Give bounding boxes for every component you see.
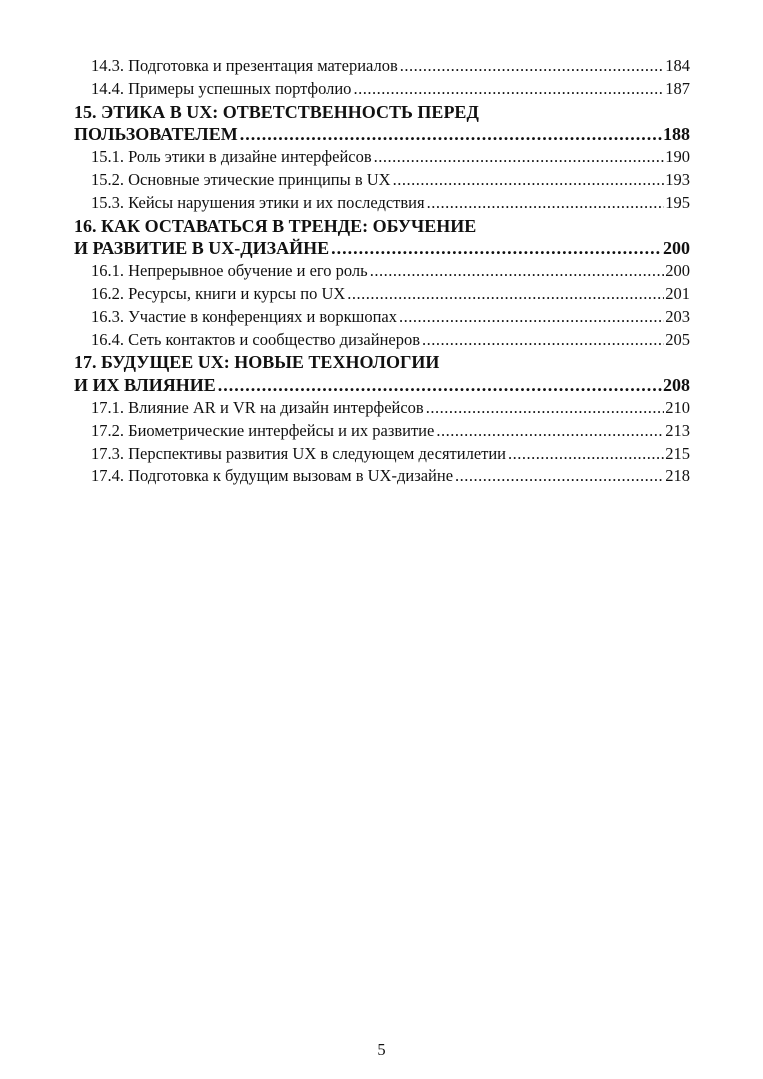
dot-leader (427, 192, 665, 215)
dot-leader (370, 260, 665, 283)
dot-leader (508, 443, 664, 466)
toc-entry-title: 14.3. Подготовка и презентация материалов (91, 56, 398, 75)
toc-entry-page: 210 (665, 397, 690, 417)
toc-entry-page: 193 (665, 169, 690, 189)
table-of-contents (74, 55, 690, 488)
page-number: 5 (377, 1040, 386, 1059)
toc-entry-page: 218 (665, 466, 690, 486)
toc-entry-15-1[interactable] (74, 146, 690, 169)
chapter-page: 200 (663, 238, 690, 259)
toc-chapter-16[interactable] (74, 215, 690, 261)
toc-entry-title: 16.2. Ресурсы, книги и курсы по UX (91, 283, 346, 303)
chapter-title-line1: 15. ЭТИКА В UX: ОТВЕТСТВЕННОСТЬ ПЕРЕД (74, 101, 479, 122)
toc-entry-title: 16.1. Непрерывное обучение и его роль (91, 261, 368, 281)
toc-entry-title: 15.2. Основные этические принципы в UX (91, 169, 391, 189)
dot-leader (374, 146, 665, 169)
toc-entry-page: 201 (665, 283, 690, 303)
toc-entry-page: 205 (665, 329, 690, 349)
dot-leader (436, 420, 664, 443)
toc-chapter-15[interactable] (74, 101, 690, 147)
toc-entry-14-3[interactable] (74, 55, 690, 78)
dot-leader (353, 78, 664, 101)
toc-chapter-17[interactable] (74, 351, 690, 397)
toc-entry-page: 213 (665, 420, 690, 440)
toc-entry-14-4[interactable] (74, 78, 690, 101)
dot-leader (331, 237, 662, 260)
toc-entry-16-2[interactable] (74, 283, 690, 306)
toc-entry-page: 184 (665, 56, 690, 75)
chapter-page: 208 (663, 375, 690, 396)
dot-leader (347, 283, 664, 306)
toc-entry-15-3[interactable] (74, 192, 690, 215)
dot-leader (422, 329, 664, 352)
toc-entry-17-1[interactable] (74, 397, 690, 420)
toc-entry-page: 215 (665, 443, 690, 463)
toc-entry-16-3[interactable] (74, 306, 690, 329)
chapter-page: 188 (663, 124, 690, 145)
chapter-title-line1: 17. БУДУЩЕЕ UX: НОВЫЕ ТЕХНОЛОГИИ (74, 352, 440, 373)
toc-entry-title: 16.4. Сеть контактов и сообщество дизайнеров (91, 329, 421, 349)
chapter-title-line2: И ИХ ВЛИЯНИЕ (74, 375, 216, 396)
dot-leader (455, 465, 664, 488)
toc-entry-17-3[interactable] (74, 443, 690, 466)
toc-entry-title: 15.3. Кейсы нарушения этики и их последствия (91, 192, 425, 212)
toc-entry-title: 15.1. Роль этики в дизайне интерфейсов (91, 147, 372, 167)
toc-entry-page: 187 (665, 78, 690, 98)
toc-entry-17-2[interactable] (74, 420, 690, 443)
toc-entry-title: 17.3. Перспективы развития UX в следующем десятилетии (91, 443, 507, 463)
dot-leader (400, 55, 664, 78)
toc-entry-16-1[interactable] (74, 260, 690, 283)
toc-entry-page: 195 (665, 192, 690, 212)
dot-leader (399, 306, 664, 329)
toc-entry-title: 14.4. Примеры успешных портфолио (91, 78, 352, 98)
dot-leader (393, 169, 665, 192)
chapter-title-line1: 16. КАК ОСТАВАТЬСЯ В ТРЕНДЕ: ОБУЧЕНИЕ (74, 215, 477, 236)
toc-entry-page: 190 (665, 147, 690, 167)
toc-entry-title: 16.3. Участие в конференциях и воркшопах (91, 306, 397, 326)
toc-entry-17-4[interactable] (74, 465, 690, 488)
toc-entry-page: 203 (665, 306, 690, 326)
dot-leader (218, 374, 662, 397)
toc-entry-title: 17.2. Биометрические интерфейсы и их развитие (91, 420, 435, 440)
chapter-title-line2: И РАЗВИТИЕ В UX-ДИЗАЙНЕ (74, 238, 330, 259)
toc-entry-title: 17.1. Влияние AR и VR на дизайн интерфейсов (91, 397, 424, 417)
toc-entry-15-2[interactable] (74, 169, 690, 192)
toc-entry-page: 200 (665, 261, 690, 281)
dot-leader (426, 397, 665, 420)
toc-entry-16-4[interactable] (74, 329, 690, 352)
chapter-title-line2: ПОЛЬЗОВАТЕЛЕМ (74, 124, 238, 145)
toc-entry-title: 17.4. Подготовка к будущим вызовам в UX-дизайне (91, 466, 454, 486)
dot-leader (240, 123, 662, 146)
